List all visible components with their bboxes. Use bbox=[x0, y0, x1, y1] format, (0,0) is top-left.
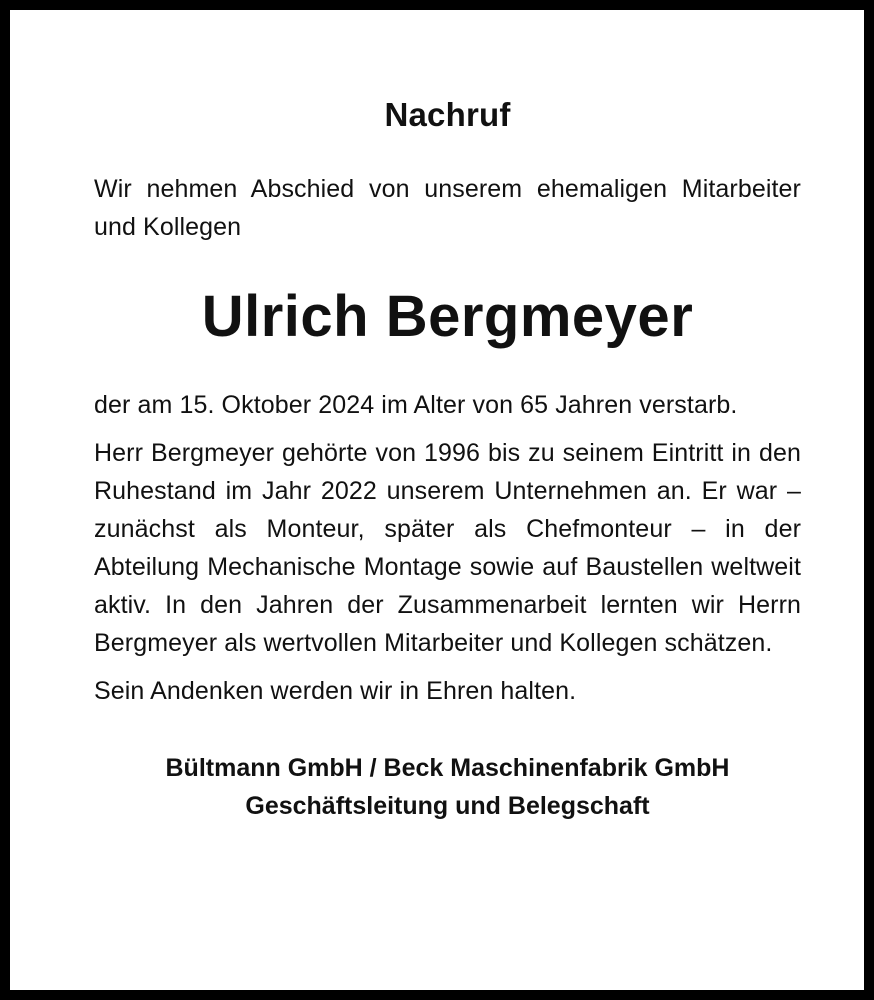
closing-text: Sein Andenken werden wir in Ehren halten. bbox=[94, 677, 577, 705]
obituary-content bbox=[94, 94, 801, 825]
signature-department: Geschäftsleitung und Belegschaft bbox=[245, 792, 650, 820]
death-statement: der am 15. Oktober 2024 im Alter von 65 Jahren verstarb. bbox=[94, 391, 738, 419]
signature-block bbox=[94, 749, 801, 825]
deceased-name: Ulrich Bergmeyer bbox=[201, 284, 694, 349]
intro-text: Wir nehmen Abschied von unserem ehemaligen Mitarbeiter und Kollegen bbox=[94, 175, 801, 241]
obituary-title: Nachruf bbox=[384, 96, 511, 133]
company-name: Bültmann GmbH / Beck Maschinenfabrik GmbH bbox=[165, 754, 730, 782]
biography-text: Herr Bergmeyer gehörte von 1996 bis zu seinem Eintritt in den Ruhestand im Jahr 2022 unserem Unternehmen an. Er war – zunächst als Monteur, später als Chefmonteur – in der Abteilung Mechanische Montage sowie auf Baustellen weltweit aktiv. In den Jahren der Zusammenarbeit lernten wir Herrn Bergmeyer als wertvollen Mitarbeiter und Kollegen schätzen. bbox=[94, 439, 801, 657]
